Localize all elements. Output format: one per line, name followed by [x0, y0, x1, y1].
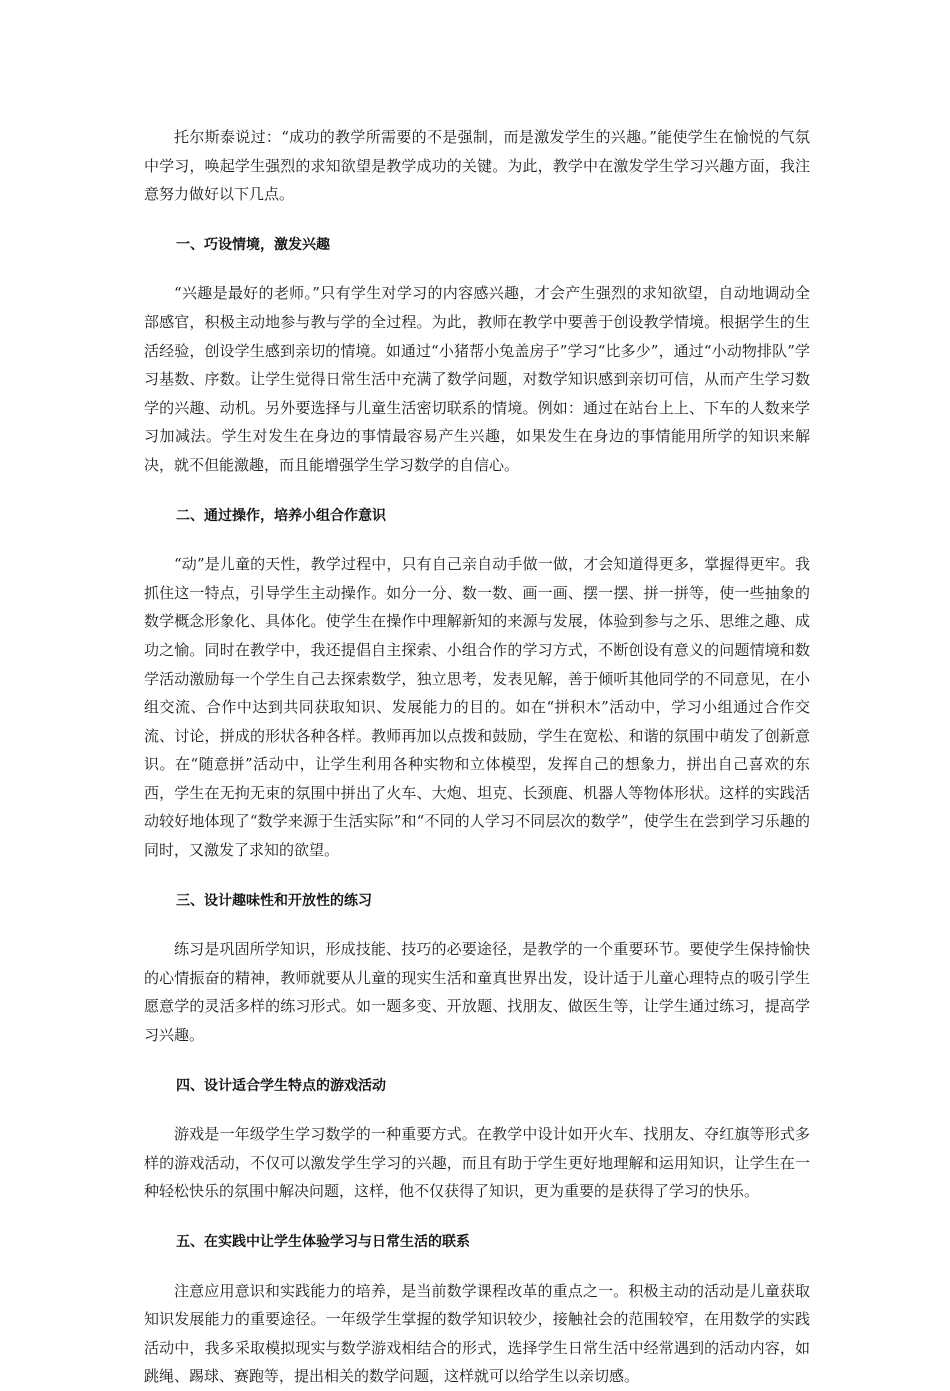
section-heading-2: 二、通过操作，培养小组合作意识 — [176, 507, 386, 524]
intro-paragraph: 托尔斯泰说过：“成功的教学所需要的不是强制，而是激发学生的兴趣。”能使学生在愉悦的气氛中学习，唤起学生强烈的求知欲望是教学成功的关键。为此，教学中在激发学生学习兴趣方面，我注意努力做好以下几点。 — [144, 128, 810, 204]
section-heading-3: 三、设计趣味性和开放性的练习 — [176, 892, 372, 909]
section-heading-4: 四、设计适合学生特点的游戏活动 — [176, 1077, 386, 1094]
section-heading-5: 五、在实践中让学生体验学习与日常生活的联系 — [176, 1234, 470, 1250]
section-heading-1: 一、巧设情境，激发兴趣 — [176, 236, 330, 253]
section-body-2: “动”是儿童的天性，教学过程中，只有自己亲自动手做一做，才会知道得更多，掌握得更牢。我抓住这一特点，引导学生主动操作。如分一分、数一数、画一画、摆一摆、拼一拼等，使一些抽象的数学概念形象化、具体化。使学生在操作中理解新知的来源与发展，体验到参与之乐、思维之趣、成功之愉。同时在教学中，我还提倡自主探索、小组合作的学习方式，不断创设有意义的问题情境和数学活动激励每一个学生自己去探索数学，独立思考，发表见解，善于倾听其他同学的不同意见，在小组交流、合作中达到共同获取知识、发展能力的目的。如在“拼积木”活动中，学习小组通过合作交流、讨论，拼成的形状各种各样。教师再加以点拨和鼓励，学生在宽松、和谐的氛围中萌发了创新意识。在“随意拼”活动中，让学生利用各种实物和立体模型，发挥自己的想象力，拼出自己喜欢的东西，学生在无拘无束的氛围中拼出了火车、大炮、坦克、长颈鹿、机器人等物体形状。这样的实践活动较好地体现了“数学来源于生活实际”和“不同的人学习不同层次的数学”，使学生在尝到学习乐趣的同时，又激发了求知的欲望。 — [144, 555, 810, 860]
section-body-3: 练习是巩固所学知识，形成技能、技巧的必要途径，是教学的一个重要环节。要使学生保持愉快的心情振奋的精神，教师就要从儿童的现实生活和童真世界出发，设计适于儿童心理特点的吸引学生愿意学的灵活多样的练习形式。如一题多变、开放题、找朋友、做医生等，让学生通过练习，提高学习兴趣。 — [144, 940, 810, 1045]
document-body — [144, 123, 810, 1391]
section-body-4: 游戏是一年级学生学习数学的一种重要方式。在教学中设计如开火车、找朋友、夺红旗等形式多样的游戏活动，不仅可以激发学生学习的兴趣，而且有助于学生更好地理解和运用知识，让学生在一种轻松快乐的氛围中解决问题，这样，他不仅获得了知识，更为重要的是获得了学习的快乐。 — [144, 1125, 810, 1201]
section-body-1: “兴趣是最好的老师。”只有学生对学习的内容感兴趣，才会产生强烈的求知欲望，自动地调动全部感官，积极主动地参与教与学的全过程。为此，教师在教学中要善于创设教学情境。根据学生的生活经验，创设学生感到亲切的情境。如通过“小猪帮小兔盖房子”学习“比多少”，通过“小动物排队”学习基数、序数。让学生觉得日常生活中充满了数学问题，对数学知识感到亲切可信，从而产生学习数学的兴趣、动机。另外要选择与儿童生活密切联系的情境。例如：通过在站台上上、下车的人数来学习加减法。学生对发生在身边的事情最容易产生兴趣，如果发生在身边的事情能用所学的知识来解决，就不但能激趣，而且能增强学生学习数学的自信心。 — [144, 284, 810, 474]
section-body-5: 注意应用意识和实践能力的培养，是当前数学课程改革的重点之一。积极主动的活动是儿童获取知识发展能力的重要途径。一年级学生掌握的数学知识较少，接触社会的范围较窄，在用数学的实践活动中，我多采取模拟现实与数学游戏相结合的形式，选择学生日常生活中经常遇到的活动内容，如跳绳、踢球、赛跑等，提出相关的数学问题，这样就可以给学生以亲切感。 — [144, 1281, 810, 1386]
